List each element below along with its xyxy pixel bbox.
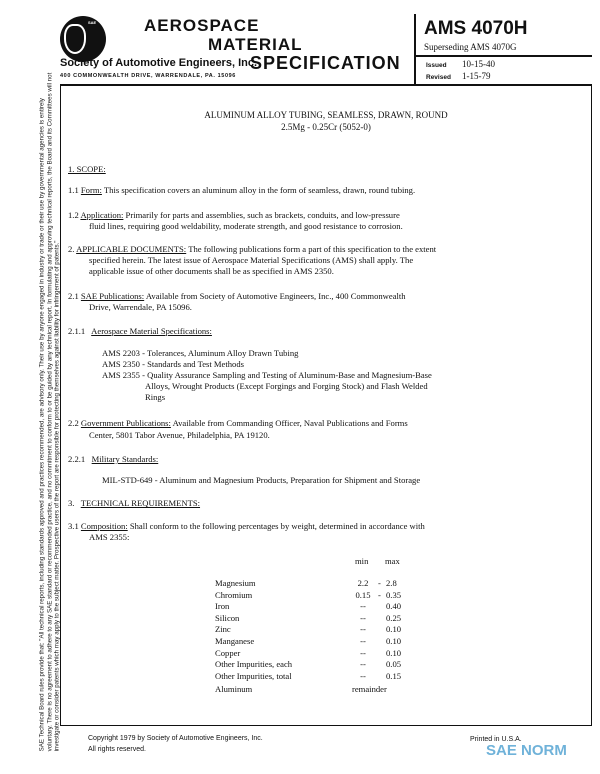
title-aerospace: AEROSPACE [144,16,260,35]
ams-ref-2350: AMS 2350 - Standards and Test Methods [102,359,244,369]
printed-in-usa: Printed in U.S.A. [470,736,522,743]
watermark-sae-norm: SAE NORM [486,742,567,759]
superseding-note: Superseding AMS 4070G [424,42,517,52]
para-1-2-text-a: Primarily for parts and assemblies, such as brackets, conduits, and low-pressure [123,210,400,220]
para-2-1-text-a: Available from Society of Automotive Engineers, Inc., 400 Commonwealth [144,291,406,301]
para-1-1-text: This specification covers an aluminum alloy in the form of seamless, drawn, round tubing. [101,185,416,195]
composition-max: 0.35 [386,589,402,600]
para-2-2-1-num: 2.2.1 [68,454,86,464]
composition-max: 0.10 [386,647,402,658]
composition-min: -- [360,601,366,612]
rights-notice: All rights reserved. [88,746,146,753]
sae-logo-shield-icon [64,24,86,54]
para-2-1-num: 2.1 [68,291,79,301]
para-1-2-line2: fluid lines, requiring good weldability, moderate strength, and good resistance to corrosion. [89,221,403,231]
composition-element: Zinc [215,624,231,635]
aluminum-value: remainder [352,684,387,694]
composition-max: 0.05 [386,659,402,670]
composition-element: Manganese [215,636,255,646]
composition-max: 0.25 [386,612,402,623]
section-2-text-a: The following publications form a part of this specification to the extent [186,244,437,254]
composition-min: 2.2 [357,578,369,588]
section-2-line2: specified herein. The latest issue of Aerospace Material Specifications (AMS) shall apply. The [89,255,414,265]
para-2-1-1-head: Aerospace Material Specifications: [91,326,212,336]
para-3-1-line2: AMS 2355: [89,532,130,542]
ams-ref-2355: AMS 2355 - Quality Assurance Sampling and Testing of Aluminum-Base and Magnesium-Base [102,370,432,380]
composition-min: -- [360,612,366,623]
para-3-1-head: Composition: [80,521,128,531]
composition-max: 0.15 [386,670,402,681]
spec-number: AMS 4070H [424,18,528,39]
composition-min: -- [360,647,366,658]
organization-address: 400 COMMONWEALTH DRIVE, WARRENDALE, PA. 15096 [60,73,236,79]
para-1-1-num: 1.1 [68,185,79,195]
page-frame-right [591,86,592,725]
section-3-head: TECHNICAL REQUIREMENTS: [80,498,201,508]
para-1-1-head: Form: [80,185,102,195]
composition-min: -- [360,636,366,646]
header-divider [414,14,416,84]
composition-element: Silicon [215,612,240,623]
composition-min: -- [360,659,366,670]
para-1-2-num: 1.2 [68,210,79,220]
document-title: ALUMINUM ALLOY TUBING, SEAMLESS, DRAWN, ROUND [204,110,448,120]
sae-logo-text: SAE [88,20,97,25]
composition-element: Other Impurities, total [215,670,292,681]
para-2-1-head: SAE Publications: [80,291,145,301]
title-specification: SPECIFICATION [250,53,401,73]
para-2-2-text-a: Available from Commanding Officer, Naval Publications and Forms [170,418,408,428]
col-header-min: min [355,556,369,566]
composition-range-separator: - [378,578,381,588]
section-scope [68,163,106,175]
para-2-2-1 [68,453,158,465]
para-2-1-line2: Drive, Warrendale, PA 15096. [89,302,192,312]
composition-range-separator: - [378,589,381,600]
issued-label: Issued [426,62,447,69]
document-subtitle: 2.5Mg - 0.25Cr (5052-0) [281,122,371,132]
mil-std-ref: MIL-STD-649 - Aluminum and Magnesium Products, Preparation for Shipment and Storage [102,475,421,485]
revised-label: Revised [426,74,451,81]
copyright-notice: Copyright 1979 by Society of Automotive Engineers, Inc. [88,735,263,742]
para-1-1 [68,184,415,196]
para-2-2-line2: Center, 5801 Tabor Avenue, Philadelphia, PA 19120. [89,430,270,440]
header-divider-horizontal [416,55,592,57]
composition-max: 0.10 [386,636,402,646]
composition-element: Magnesium [215,578,256,588]
section-3-num: 3. [68,498,75,508]
issued-date: 10-15-40 [462,59,495,69]
section-scope-heading: 1. SCOPE: [68,164,106,174]
composition-element: Iron [215,601,230,612]
composition-min: -- [360,624,366,635]
composition-element: Other Impurities, each [215,659,293,670]
ams-ref-2355-cont-b: Rings [145,392,166,402]
section-2-line3: applicable issue of other documents shall be as specified in AMS 2350. [89,266,334,276]
para-3-1-text-a: Shall conform to the following percentages by weight, determined in accordance with [127,521,425,531]
composition-element: Chromium [215,589,253,600]
section-2-num: 2. [68,244,75,254]
ams-ref-2203: AMS 2203 - Tolerances, Aluminum Alloy Drawn Tubing [102,348,299,358]
title-material: MATERIAL [208,35,303,54]
section-2-head: APPLICABLE DOCUMENTS: [76,244,187,254]
composition-max: 0.40 [386,601,402,612]
para-2-2 [68,417,408,429]
revised-date: 1-15-79 [462,71,491,81]
composition-max: 2.8 [386,578,397,588]
composition-element: Copper [215,647,241,658]
side-disclaimer: SAE Technical Board rules provide that: "All technical reports, including standards approved and practices recommended, are advisory only. Their use by anyone engaged in industry or trade or their use by governmental agencies is entirely voluntary. There is no agreement to adhere to any SAE standard or recommended practice, and no commitment to conform to or be guided by any technical report. In formulating and approving technical reports, the Board and its Committees will not investigate or consider patents which may apply to the subject matter. Prospective users of the report are responsible for protecting themselves against liability for infringement of patents." [38,72,61,752]
ams-ref-2355-cont-a: Alloys, Wrought Products (Except Forgings and Forging Stock) and Flash Welded [145,381,428,391]
para-2-2-1-head: Military Standards: [91,454,159,464]
aluminum-label: Aluminum [215,684,253,694]
col-header-max: max [385,556,400,566]
page-frame-bottom [60,725,592,726]
organization-name: Society of Automotive Engineers, Inc. [60,57,258,69]
composition-max: 0.10 [386,624,402,635]
para-2-2-head: Government Publications: [80,418,171,428]
para-2-1-1-num: 2.1.1 [68,326,86,336]
para-2-1-1 [68,325,212,337]
composition-min: -- [360,670,366,681]
composition-min: 0.15 [355,589,371,600]
page-frame-top [60,84,592,86]
para-2-2-num: 2.2 [68,418,79,428]
section-technical-reqs [68,497,200,509]
para-3-1-num: 3.1 [68,521,79,531]
para-1-2-head: Application: [80,210,124,220]
